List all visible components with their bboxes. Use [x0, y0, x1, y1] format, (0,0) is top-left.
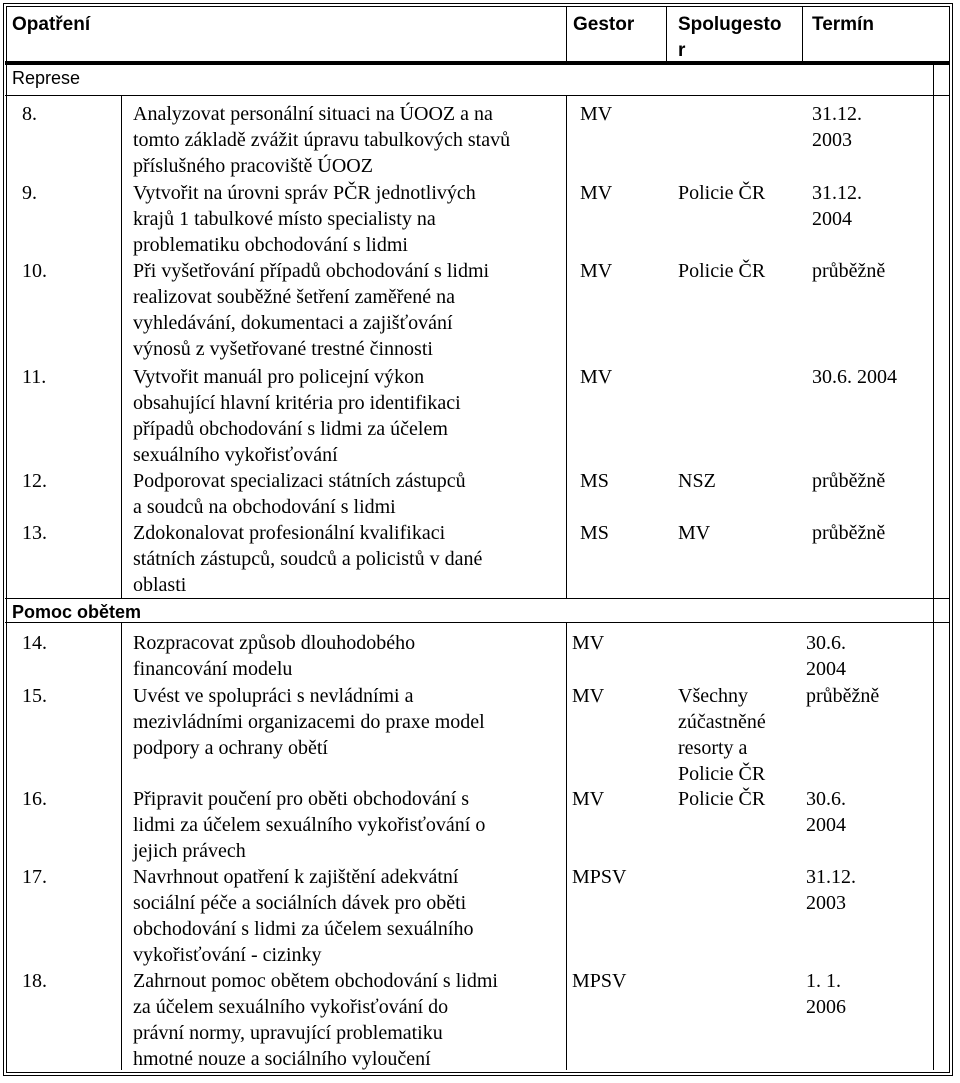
spolugestor-cell-line: Policie ČR: [678, 260, 766, 282]
gestor-cell: MV: [572, 632, 605, 654]
termin-cell-line: 30.6.: [806, 788, 846, 810]
termin-cell: [812, 180, 862, 232]
termin-cell-line: 30.6. 2004: [812, 366, 897, 388]
measure-text-line: hmotné nouze a sociálního vyloučení: [133, 1048, 431, 1070]
row-number: 16.: [22, 788, 47, 810]
header-spolugestor-line2: r: [678, 40, 686, 61]
gestor-cell: MV: [580, 260, 613, 282]
spolugestor-cell-line: Policie ČR: [678, 182, 766, 204]
measure-text-line: Zdokonalovat profesionální kvalifikaci: [133, 522, 446, 544]
col-divider-gestor-header: [566, 7, 567, 62]
measure-text-line: tomto základě zvážit úpravu tabulkových stavů: [133, 129, 511, 151]
header-spolugestor-line1: Spolugesto: [678, 14, 782, 35]
termin-cell: [812, 364, 897, 390]
measure-text-line: a soudců na obchodování s lidmi: [133, 496, 396, 518]
measure-text-line: Zahrnout pomoc obětem obchodování s lidmi: [133, 970, 498, 992]
measure-text-line: lidmi za účelem sexuálního vykořisťování o: [133, 814, 486, 836]
spolugestor-cell: [678, 180, 765, 206]
row-number: 13.: [22, 522, 47, 544]
measure-text-line: oblasti: [133, 574, 187, 596]
spolugestor-cell: [678, 520, 710, 546]
termin-cell-line: 2003: [812, 129, 852, 151]
section-represe: Represe: [12, 68, 81, 88]
spolugestor-cell: [678, 258, 765, 284]
termin-cell: [806, 630, 846, 682]
row-number: 18.: [22, 970, 47, 992]
header-opatreni: Opatření: [12, 14, 91, 35]
measure-text: [133, 786, 485, 864]
col-divider-text-2: [121, 623, 122, 1070]
termin-cell-line: 31.12.: [812, 182, 862, 204]
termin-cell-line: 2003: [806, 892, 846, 914]
measure-text-line: Připravit poučení pro oběti obchodování s: [133, 788, 470, 810]
measure-text-line: Rozpracovat způsob dlouhodobého: [133, 632, 416, 654]
gestor-cell: MV: [580, 103, 613, 125]
measure-text-line: právní normy, upravující problematiku: [133, 1022, 443, 1044]
measure-text-line: Navrhnout opatření k zajištění adekvátní: [133, 866, 459, 888]
gestor-cell: MS: [580, 522, 609, 544]
spolugestor-cell: [678, 468, 716, 494]
row-number: 15.: [22, 685, 47, 707]
termin-cell-line: 2004: [812, 208, 852, 230]
measure-text-line: obsahující hlavní kritéria pro identifikaci: [133, 392, 461, 414]
measure-text: [133, 864, 473, 968]
termin-cell: [812, 468, 885, 494]
measure-text-line: financování modelu: [133, 658, 293, 680]
measure-text-line: mezivládními organizacemi do praxe model: [133, 711, 485, 733]
measure-text-line: podpory a ochrany obětí: [133, 737, 328, 759]
measure-text: [133, 180, 476, 258]
spolugestor-cell-line: Policie ČR: [678, 763, 766, 785]
termin-cell: [806, 683, 879, 709]
measure-text-line: Vytvořit manuál pro policejní výkon: [133, 366, 425, 388]
measure-text-line: jejich právech: [133, 840, 246, 862]
termin-cell: [806, 864, 856, 916]
row-number: 12.: [22, 470, 47, 492]
right-inner-border: [933, 65, 934, 1070]
measure-text-line: případů obchodování s lidmi za účelem: [133, 418, 448, 440]
gestor-cell: MS: [580, 470, 609, 492]
measure-text-line: krajů 1 tabulkové místo specialisty na: [133, 208, 436, 230]
section-divider-pomoc-top: [5, 598, 949, 599]
measure-text-line: Vytvořit na úrovni správ PČR jednotlivých: [133, 182, 476, 204]
section-divider-pomoc-bottom: [5, 622, 949, 623]
termin-cell-line: průběžně: [812, 522, 886, 544]
row-number: 8.: [22, 103, 37, 125]
spolugestor-cell-line: NSZ: [678, 470, 716, 492]
col-divider-spolu-header: [666, 7, 667, 62]
header-divider-inner: [5, 64, 949, 65]
gestor-cell: MPSV: [572, 866, 627, 888]
termin-cell-line: průběžně: [806, 685, 880, 707]
spolugestor-cell-line: Všechny: [678, 685, 748, 707]
row-number: 17.: [22, 866, 47, 888]
measure-text: [133, 468, 466, 520]
row-number: 10.: [22, 260, 47, 282]
measure-text-line: sexuálního vykořisťování: [133, 444, 338, 466]
measure-text-line: sociální péče a sociálních dávek pro oběti: [133, 892, 467, 914]
measure-text-line: realizovat souběžné šetření zaměřené na: [133, 286, 456, 308]
section-divider-represe: [5, 95, 949, 96]
measure-text: [133, 364, 461, 468]
termin-cell-line: 30.6.: [806, 632, 846, 654]
measure-text-line: státních zástupců, soudců a policistů v dané: [133, 548, 483, 570]
measure-text: [133, 630, 415, 682]
termin-cell: [806, 968, 846, 1020]
termin-cell-line: průběžně: [812, 470, 886, 492]
gestor-cell: MV: [572, 788, 605, 810]
measure-text-line: vyhledávání, dokumentaci a zajišťování: [133, 312, 453, 334]
termin-cell-line: průběžně: [812, 260, 886, 282]
measure-text-line: vykořisťování - cizinky: [133, 944, 322, 966]
termin-cell-line: 1. 1.: [806, 970, 841, 992]
spolugestor-cell-line: Policie ČR: [678, 788, 766, 810]
termin-cell-line: 31.12.: [806, 866, 856, 888]
measure-text: [133, 258, 489, 362]
gestor-cell: MV: [572, 685, 605, 707]
measure-text-line: Při vyšetřování případů obchodování s lidmi: [133, 260, 490, 282]
row-number: 11.: [22, 366, 47, 388]
termin-cell-line: 2004: [806, 658, 846, 680]
spolugestor-cell-line: zúčastněné: [678, 711, 766, 733]
measure-text: [133, 520, 482, 598]
termin-cell: [812, 520, 885, 546]
measure-text-line: výnosů z vyšetřované trestné činnosti: [133, 338, 433, 360]
spolugestor-cell-line: resorty a: [678, 737, 748, 759]
measure-text-line: Podporovat specializaci státních zástupců: [133, 470, 466, 492]
measure-text-line: příslušného pracoviště ÚOOZ: [133, 155, 373, 177]
measure-text: [133, 683, 485, 761]
gestor-cell: MPSV: [572, 970, 627, 992]
measure-text-line: problematiku obchodování s lidmi: [133, 234, 408, 256]
header-gestor: Gestor: [573, 14, 635, 35]
measure-text-line: Analyzovat personální situaci na ÚOOZ a na: [133, 103, 493, 125]
termin-cell-line: 31.12.: [812, 103, 862, 125]
measure-text: [133, 101, 510, 179]
spolugestor-cell: [678, 683, 766, 787]
col-divider-text-1: [121, 96, 122, 598]
termin-cell: [806, 786, 846, 838]
row-number: 9.: [22, 182, 37, 204]
spolugestor-cell-line: MV: [678, 522, 711, 544]
termin-cell: [812, 101, 862, 153]
termin-cell: [812, 258, 885, 284]
measure-text-line: Uvést ve spolupráci s nevládními a: [133, 685, 414, 707]
gestor-cell: MV: [580, 182, 613, 204]
section-pomoc-obetem: Pomoc obětem: [12, 602, 142, 622]
col-divider-gestor-1: [566, 96, 567, 598]
spolugestor-cell: [678, 786, 765, 812]
termin-cell-line: 2006: [806, 996, 846, 1018]
row-number: 14.: [22, 632, 47, 654]
measure-text: [133, 968, 498, 1072]
measure-text-line: za účelem sexuálního vykořisťování do: [133, 996, 449, 1018]
termin-cell-line: 2004: [806, 814, 846, 836]
col-divider-gestor-2: [566, 623, 567, 1070]
measure-text-line: obchodování s lidmi za účelem sexuálního: [133, 918, 474, 940]
gestor-cell: MV: [580, 366, 613, 388]
header-termin: Termín: [812, 14, 874, 35]
col-divider-termin-header: [802, 7, 803, 62]
